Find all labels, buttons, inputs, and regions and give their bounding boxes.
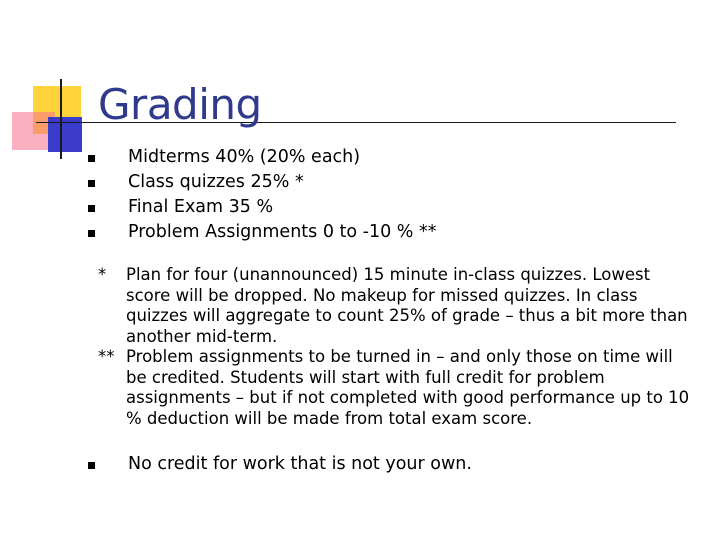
footnotes [98, 265, 698, 429]
slide-title: Grading [98, 80, 262, 129]
bullet-text: Final Exam 35 % [128, 197, 274, 217]
footnote-text: Problem assignments to be turned in – and only those on time will be credited. Students will start with full credit for problem assignments – but if not completed with good performance up to 10 % deduction will be made from total exam score. [126, 347, 690, 428]
footnote-marker: * [98, 265, 107, 284]
square-bullet-icon [88, 155, 95, 162]
bullet-text: No credit for work that is not your own. [128, 454, 472, 474]
bullet-text: Midterms 40% (20% each) [128, 147, 361, 167]
footnote-text: Plan for four (unannounced) 15 minute in-class quizzes. Lowest score will be dropped. No makeup for missed quizzes. In class quizzes will aggregate to count 25% of grade – thus a bit more than another mid-term. [126, 265, 688, 346]
bullet-text: Problem Assignments 0 to -10 % ** [128, 222, 437, 242]
footnote-marker: ** [98, 347, 115, 366]
square-bullet-icon [88, 462, 95, 469]
footnote-quizzes [98, 265, 698, 347]
square-bullet-icon [88, 180, 95, 187]
footnote-assignments [98, 347, 698, 429]
square-bullet-icon [88, 230, 95, 237]
bullet-text: Class quizzes 25% * [128, 172, 304, 192]
decor-vertical-line [60, 79, 62, 159]
square-bullet-icon [88, 205, 95, 212]
